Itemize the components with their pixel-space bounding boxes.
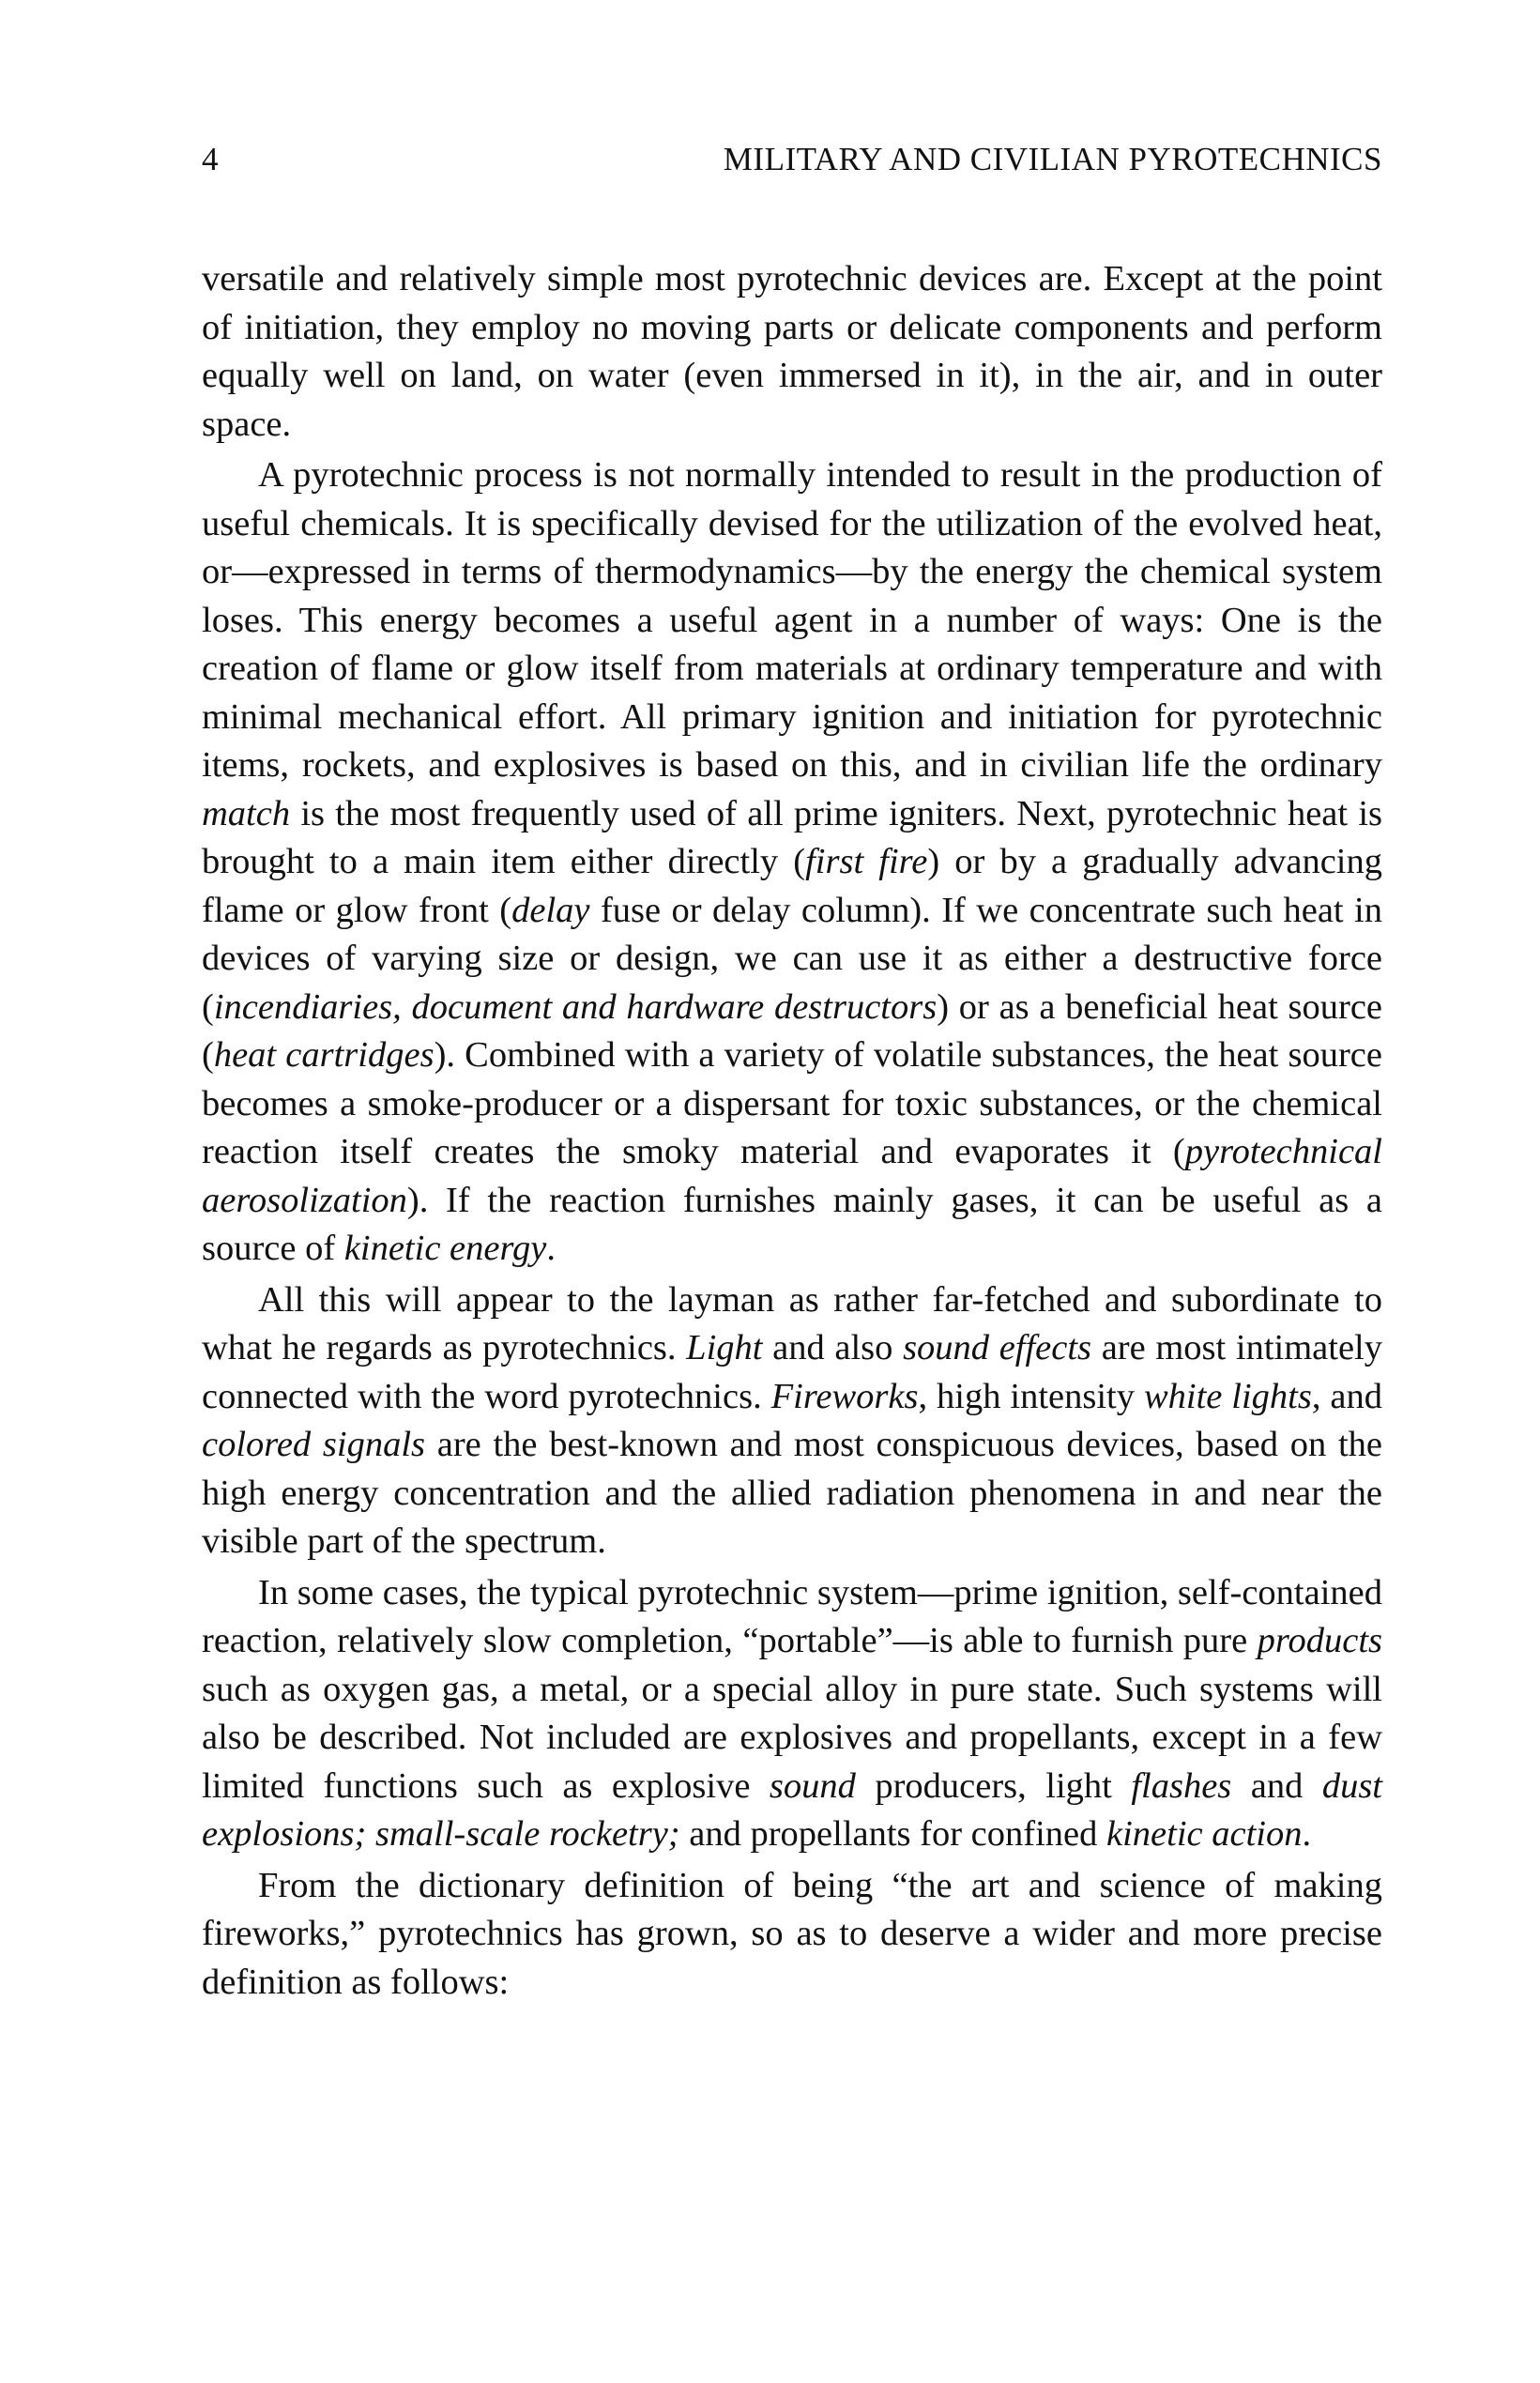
page-number: 4 [202,141,219,177]
text-run: ). If the reaction furnishes mainly gases, it can be useful as a source of [202,1180,1382,1268]
italic-term: match [202,793,291,833]
paragraph-1 [202,255,1382,449]
italic-term: kinetic action [1106,1814,1303,1854]
text-run: , and [1311,1376,1382,1416]
italic-term: Fireworks [770,1376,919,1416]
text-run: is the most frequently used of all prime igniters. Next, pyrotechnic heat is brought to a main item either directly ( [202,793,1382,881]
italic-term: first fire [805,842,928,881]
italic-term: Light [686,1328,763,1367]
text-run: From the dictionary definition of being “the art and science of making fireworks,” pyrotechnics has grown, so as to deserve a wider and more precise definition as follows: [202,1865,1382,2002]
italic-term: white lights [1143,1376,1312,1416]
text-run: and also [762,1328,904,1367]
text-run: A pyrotechnic process is not normally intended to result in the production of useful chemicals. It is specifically devised for the utilization of the evolved heat, or—expressed in terms of thermodynamics—by the energy the chemical system loses. This energy becomes a useful agent in a number of ways: One is the creation of flame or glow itself from materials at ordinary temperature and with minimal mechanical effort. All primary ignition and initiation for pyrotechnic items, rockets, and explosives is based on this, and in civilian life the ordinary [202,455,1382,785]
text-run: . [1302,1814,1312,1854]
italic-term: products [1257,1621,1382,1660]
running-head: MILITARY AND CIVILIAN PYROTECHNICS [723,141,1382,177]
text-run: and propellants for confined [679,1814,1106,1854]
italic-term: colored signals [202,1425,426,1464]
text-run: producers, light [855,1765,1132,1806]
page-header [202,141,1382,197]
paragraph-2 [202,451,1382,1274]
text-run: fuse or delay column). If we concentrate such heat in devices of varying size or design, we can use it as either a destructive force ( [202,890,1383,1027]
italic-term: kinetic energy [343,1229,547,1268]
text-run: In some cases, the typical pyrotechnic system—prime ignition, self-contained reaction, relatively slow completion, “portable”—is able to furnish pure [202,1572,1382,1660]
text-run: All this will appear to the layman as rather far-fetched and subordinate to what he regards as pyrotechnics. [202,1279,1382,1367]
paragraph-4 [202,1569,1382,1859]
text-run: are most intimately connected with the word pyrotechnics. [202,1328,1382,1416]
text-run: are the best-known and most conspicuous devices, based on the high energy concentration and the allied radiation phenomena in and near the visible part of the spectrum. [202,1425,1382,1561]
text-run: versatile and relatively simple most pyrotechnic devices are. Except at the point of initiation, they employ no moving parts or delicate components and perform equally well on land, on water (even immersed in it), in the air, and in outer space. [202,259,1382,444]
italic-term: pyrotechnical aerosolization [202,1132,1382,1220]
text-run: , high intensity [918,1376,1144,1416]
text-run: ). Combined with a variety of volatile substances, the heat source becomes a smoke-producer or a dispersant for toxic substances, or the chemical reaction itself creates the smoky material and evaporates it ( [202,1035,1382,1171]
italic-term: flashes [1131,1765,1232,1806]
text-run: . [546,1229,556,1268]
italic-term: delay [511,890,590,930]
italic-term: sound effects [903,1328,1092,1367]
italic-term: dust explosions; small-scale rocketry; [202,1765,1382,1854]
text-run: ) or as a beneficial heat source ( [202,986,1383,1075]
text-run: and [1231,1765,1322,1806]
text-run: ) or by a gradually advancing flame or glow front ( [202,842,1382,930]
book-page [202,141,1382,2007]
italic-term: incendiaries, document and hardware destructors [213,986,938,1027]
italic-term: heat cartridges [213,1035,435,1075]
paragraph-5 [202,1862,1382,2008]
text-run: such as oxygen gas, a metal, or a special alloy in pure state. Such systems will also be described. Not included are explosives and propellants, except in a few limited functions such as explosive [202,1669,1382,1806]
paragraph-3 [202,1276,1382,1566]
body-text [202,255,1382,2007]
italic-term: sound [769,1765,856,1806]
